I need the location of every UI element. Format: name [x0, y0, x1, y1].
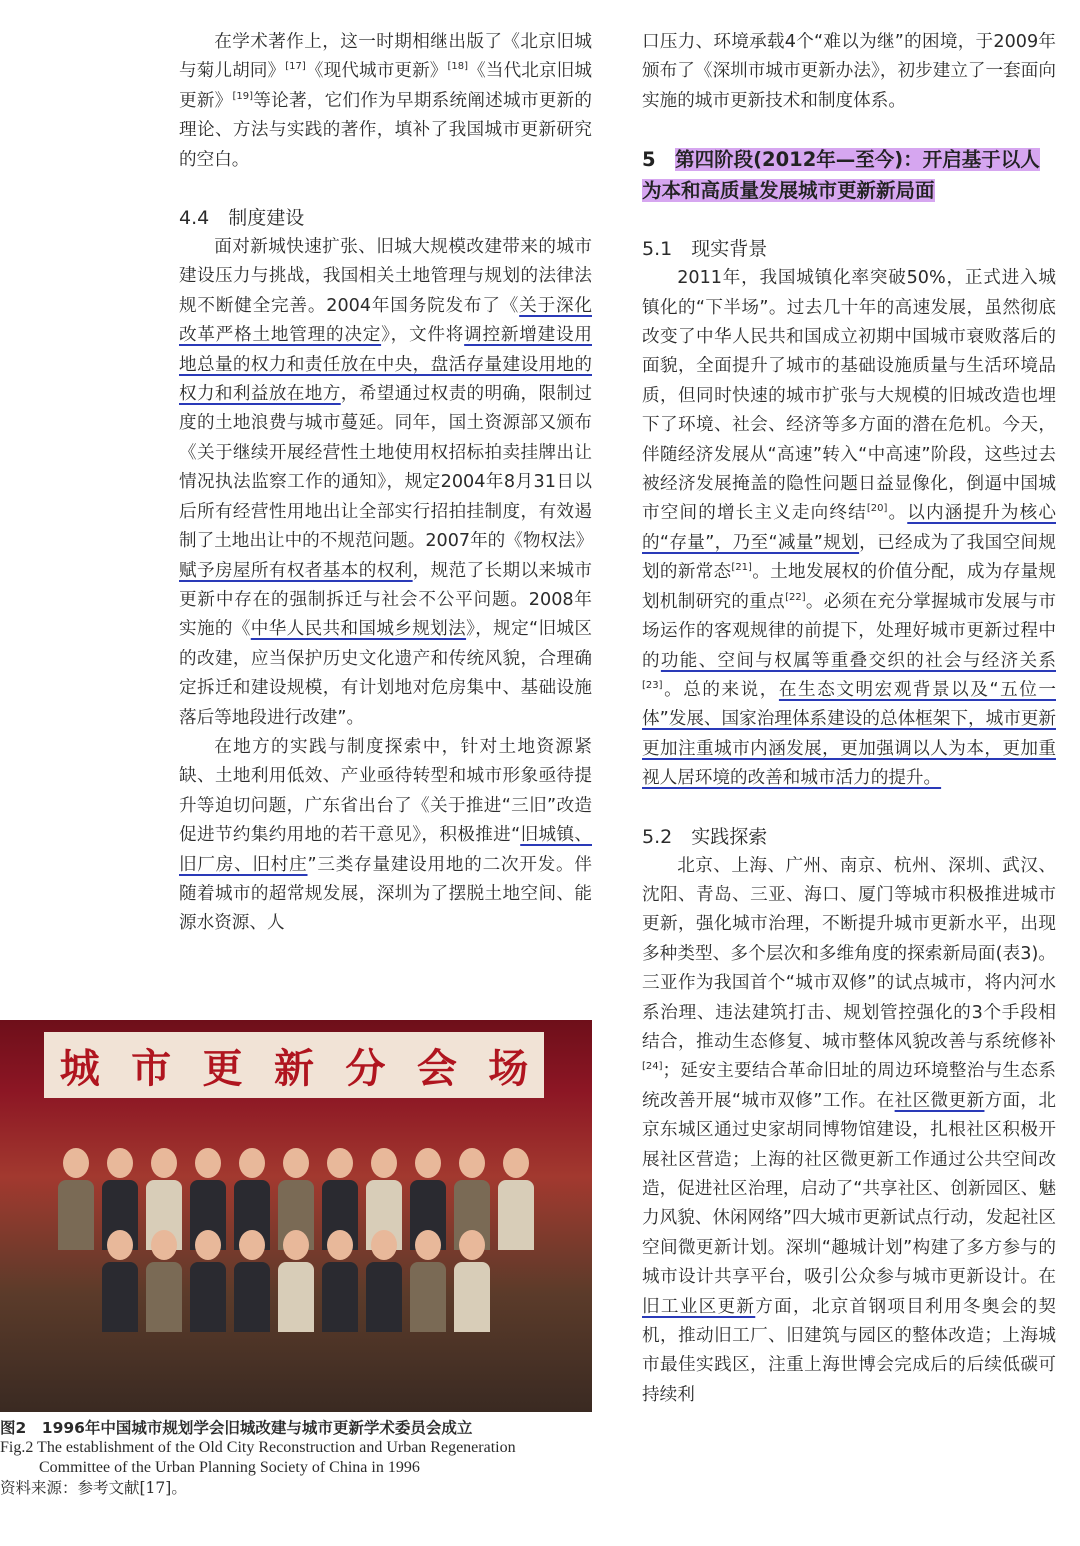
- caption-chinese: 图2 1996年中国城市规划学会旧城改建与城市更新学术委员会成立: [0, 1419, 473, 1437]
- underlined-text: 调控新增建设用地总量的权力和责任放在中央，盘活存量建设用地的权力和利益放在地方: [179, 325, 592, 405]
- caption-english-line2: Committee of the Urban Planning Society of China in 1996: [39, 1459, 420, 1476]
- paragraph-shenzhen-continued: 口压力、环境承载4个“难以为继”的困境，于2009年颁布了《深圳市城市更新办法》，初步建立了一套面向实施的城市更新技术和制度体系。: [642, 32, 1056, 111]
- highlighted-heading: 第四阶段(2012年—至今)：开启基于以人为本和高质量发展城市更新新局面: [642, 148, 1040, 203]
- left-column: [179, 28, 592, 939]
- citation-19[interactable]: [19]: [232, 90, 254, 102]
- underlined-text: 在生态文明宏观背景以及“五位一体”发展、国家治理体系建设的总体框架下，城市更新更加注重城市内涵发展，更加强调以人为本，更加重视人居环境的改善和城市活力的提升。: [642, 679, 1056, 789]
- citation-20[interactable]: [20]: [866, 503, 888, 515]
- citation-23[interactable]: [23]: [642, 680, 663, 692]
- paragraph-local-practice: 在地方的实践与制度探索中，针对土地资源紧缺、土地利用低效、产业亟待转型和城市形象亟待提升等迫切问题，广东省出台了《关于推进“三旧”改造促进节约集约用地的若干意见》，积极推进“旧城镇、旧厂房、旧村庄”三类存量建设用地的二次开发。伴随着城市的超常规发展，深圳为了摆脱土地空间、能源水资源、人: [179, 736, 592, 934]
- caption-source: 资料来源：参考文献[17]。: [0, 1479, 187, 1497]
- paragraph-background: 2011年，我国城镇化率突破50%，正式进入城镇化的“下半场”。过去几十年的高速发展，虽然彻底改变了中华人民共和国成立初期中国城市衰败落后的面貌，全面提升了城市的基础设施质量与生活环境品质，但同时快速的城市扩张与大规模的旧城改造也埋下了环境、社会、经济等多方面的潜在危机。今天，伴随经济发展从“高速”转入“中高速”阶段，这些过去被经济发展掩盖的隐性问题日益显像化，倒逼中国城市空间的增长主义走向终结[20]。以内涵提升为核心的“存量”，乃至“减量”规划，已经成为了我国空间规划的新常态[21]。土地发展权的价值分配，成为存量规划机制研究的重点[22]。必须在充分掌握城市发展与市场运作的客观规律的前提下，处理好城市更新过程中的功能、空间与权属等重叠交织的社会与经济关系[23]。总的来说，在生态文明宏观背景以及“五位一体”发展、国家治理体系建设的总体框架下，城市更新更加注重城市内涵发展，更加强调以人为本，更加重视人居环境的改善和城市活力的提升。: [642, 268, 1056, 789]
- figure-caption: [0, 1418, 600, 1498]
- caption-english-line1: Fig.2 The establishment of the Old City Reconstruction and Urban Regeneration: [0, 1439, 516, 1456]
- right-column: [642, 28, 1056, 1410]
- underlined-text: 社区微更新: [894, 1090, 985, 1111]
- citation-17[interactable]: [17]: [285, 61, 306, 73]
- underlined-text: 旧工业区更新: [642, 1296, 756, 1317]
- underlined-text: 旧城镇、旧厂房、旧村庄: [179, 825, 592, 875]
- citation-21[interactable]: [21]: [731, 562, 752, 574]
- section-heading-5-2: 5.2 实践探索: [642, 825, 768, 848]
- underlined-text: 以内涵提升为核心的“存量”，乃至“减量”规划: [642, 503, 1056, 553]
- citation-22[interactable]: [22]: [785, 591, 806, 603]
- photo-banner: 城 市 更 新 分 会 场: [44, 1032, 544, 1098]
- paragraph-practice: 北京、上海、广州、南京、杭州、深圳、武汉、沈阳、青岛、三亚、海口、厦门等城市积极推进城市更新，强化城市治理，不断提升城市更新水平，出现多种类型、多个层次和多维角度的探索新局面(表3)。三亚作为我国首个“城市双修”的试点城市，将内河水系治理、违法建筑打击、规划管控强化的3个手段相结合，推动生态修复、城市整体风貌改善与系统修补[24]；延安主要结合革命旧址的周边环境整治与生态系统改善开展“城市双修”工作。在社区微更新方面，北京东城区通过史家胡同博物馆建设，扎根社区积极开展社区营造；上海的社区微更新工作通过公共空间改造，促进社区治理，启动了“共享社区、创新园区、魅力风貌、休闲网络”四大城市更新试点行动，发起社区空间微更新计划。深圳“趣城计划”构建了多方参与的城市设计共享平台，吸引公众参与城市更新设计。在旧工业区更新方面，北京首钢项目利用冬奥会的契机，推动旧工厂、旧建筑与园区的整体改造；上海城市最佳实践区，注重上海世博会完成后的后续低碳可持续利: [642, 855, 1056, 1405]
- underlined-text: 中华人民共和国城乡规划法: [250, 619, 467, 640]
- section-heading-5-1: 5.1 现实背景: [642, 238, 768, 261]
- underlined-text: 功能、空间与权属等重叠交织的社会与经济关系: [660, 650, 1056, 671]
- underlined-text: 赋予房屋所有权者基本的权利: [179, 560, 413, 581]
- front-row-people: [0, 1230, 592, 1332]
- paragraph-academic-works: 在学术著作上，这一时期相继出版了《北京旧城与菊儿胡同》[17]《现代城市更新》[18]《当代北京旧城更新》[19]等论著，它们作为早期系统阐述城市更新的理论、方法与实践的著作，填补了我国城市更新研究的空白。: [179, 32, 592, 170]
- section-heading-5: 5 第四阶段(2012年—至今)：开启基于以人为本和高质量发展城市更新新局面: [642, 148, 1040, 203]
- group-photo: [0, 1020, 592, 1412]
- underlined-text: 关于深化改革严格土地管理的决定: [179, 295, 592, 346]
- citation-18[interactable]: [18]: [447, 61, 469, 73]
- paragraph-institutional: 面对新城快速扩张、旧城大规模改建带来的城市建设压力与挑战，我国相关土地管理与规划的法律法规不断健全完善。2004年国务院发布了《关于深化改革严格土地管理的决定》，文件将调控新增建设用地总量的权力和责任放在中央，盘活存量建设用地的权力和利益放在地方，希望通过权责的明确，限制过度的土地浪费与城市蔓延。同年，国土资源部又颁布《关于继续开展经营性土地使用权招标拍卖挂牌出让情况执法监察工作的通知》，规定2004年8月31日以后所有经营性用地出让全部实行招拍挂制度，有效遏制了土地出让中的不规范问题。2007年的《物权法》赋予房屋所有权者基本的权利，规范了长期以来城市更新中存在的强制拆迁与社会不公平问题。2008年实施的《中华人民共和国城乡规划法》，规定“旧城区的改建，应当保护历史文化遗产和传统风貌，合理确定拆迁和建设规模，有计划地对危房集中、基础设施落后等地段进行改建”。: [179, 237, 594, 728]
- citation-24[interactable]: [24]: [642, 1061, 663, 1073]
- section-heading-4-4: 4.4 制度建设: [179, 207, 305, 230]
